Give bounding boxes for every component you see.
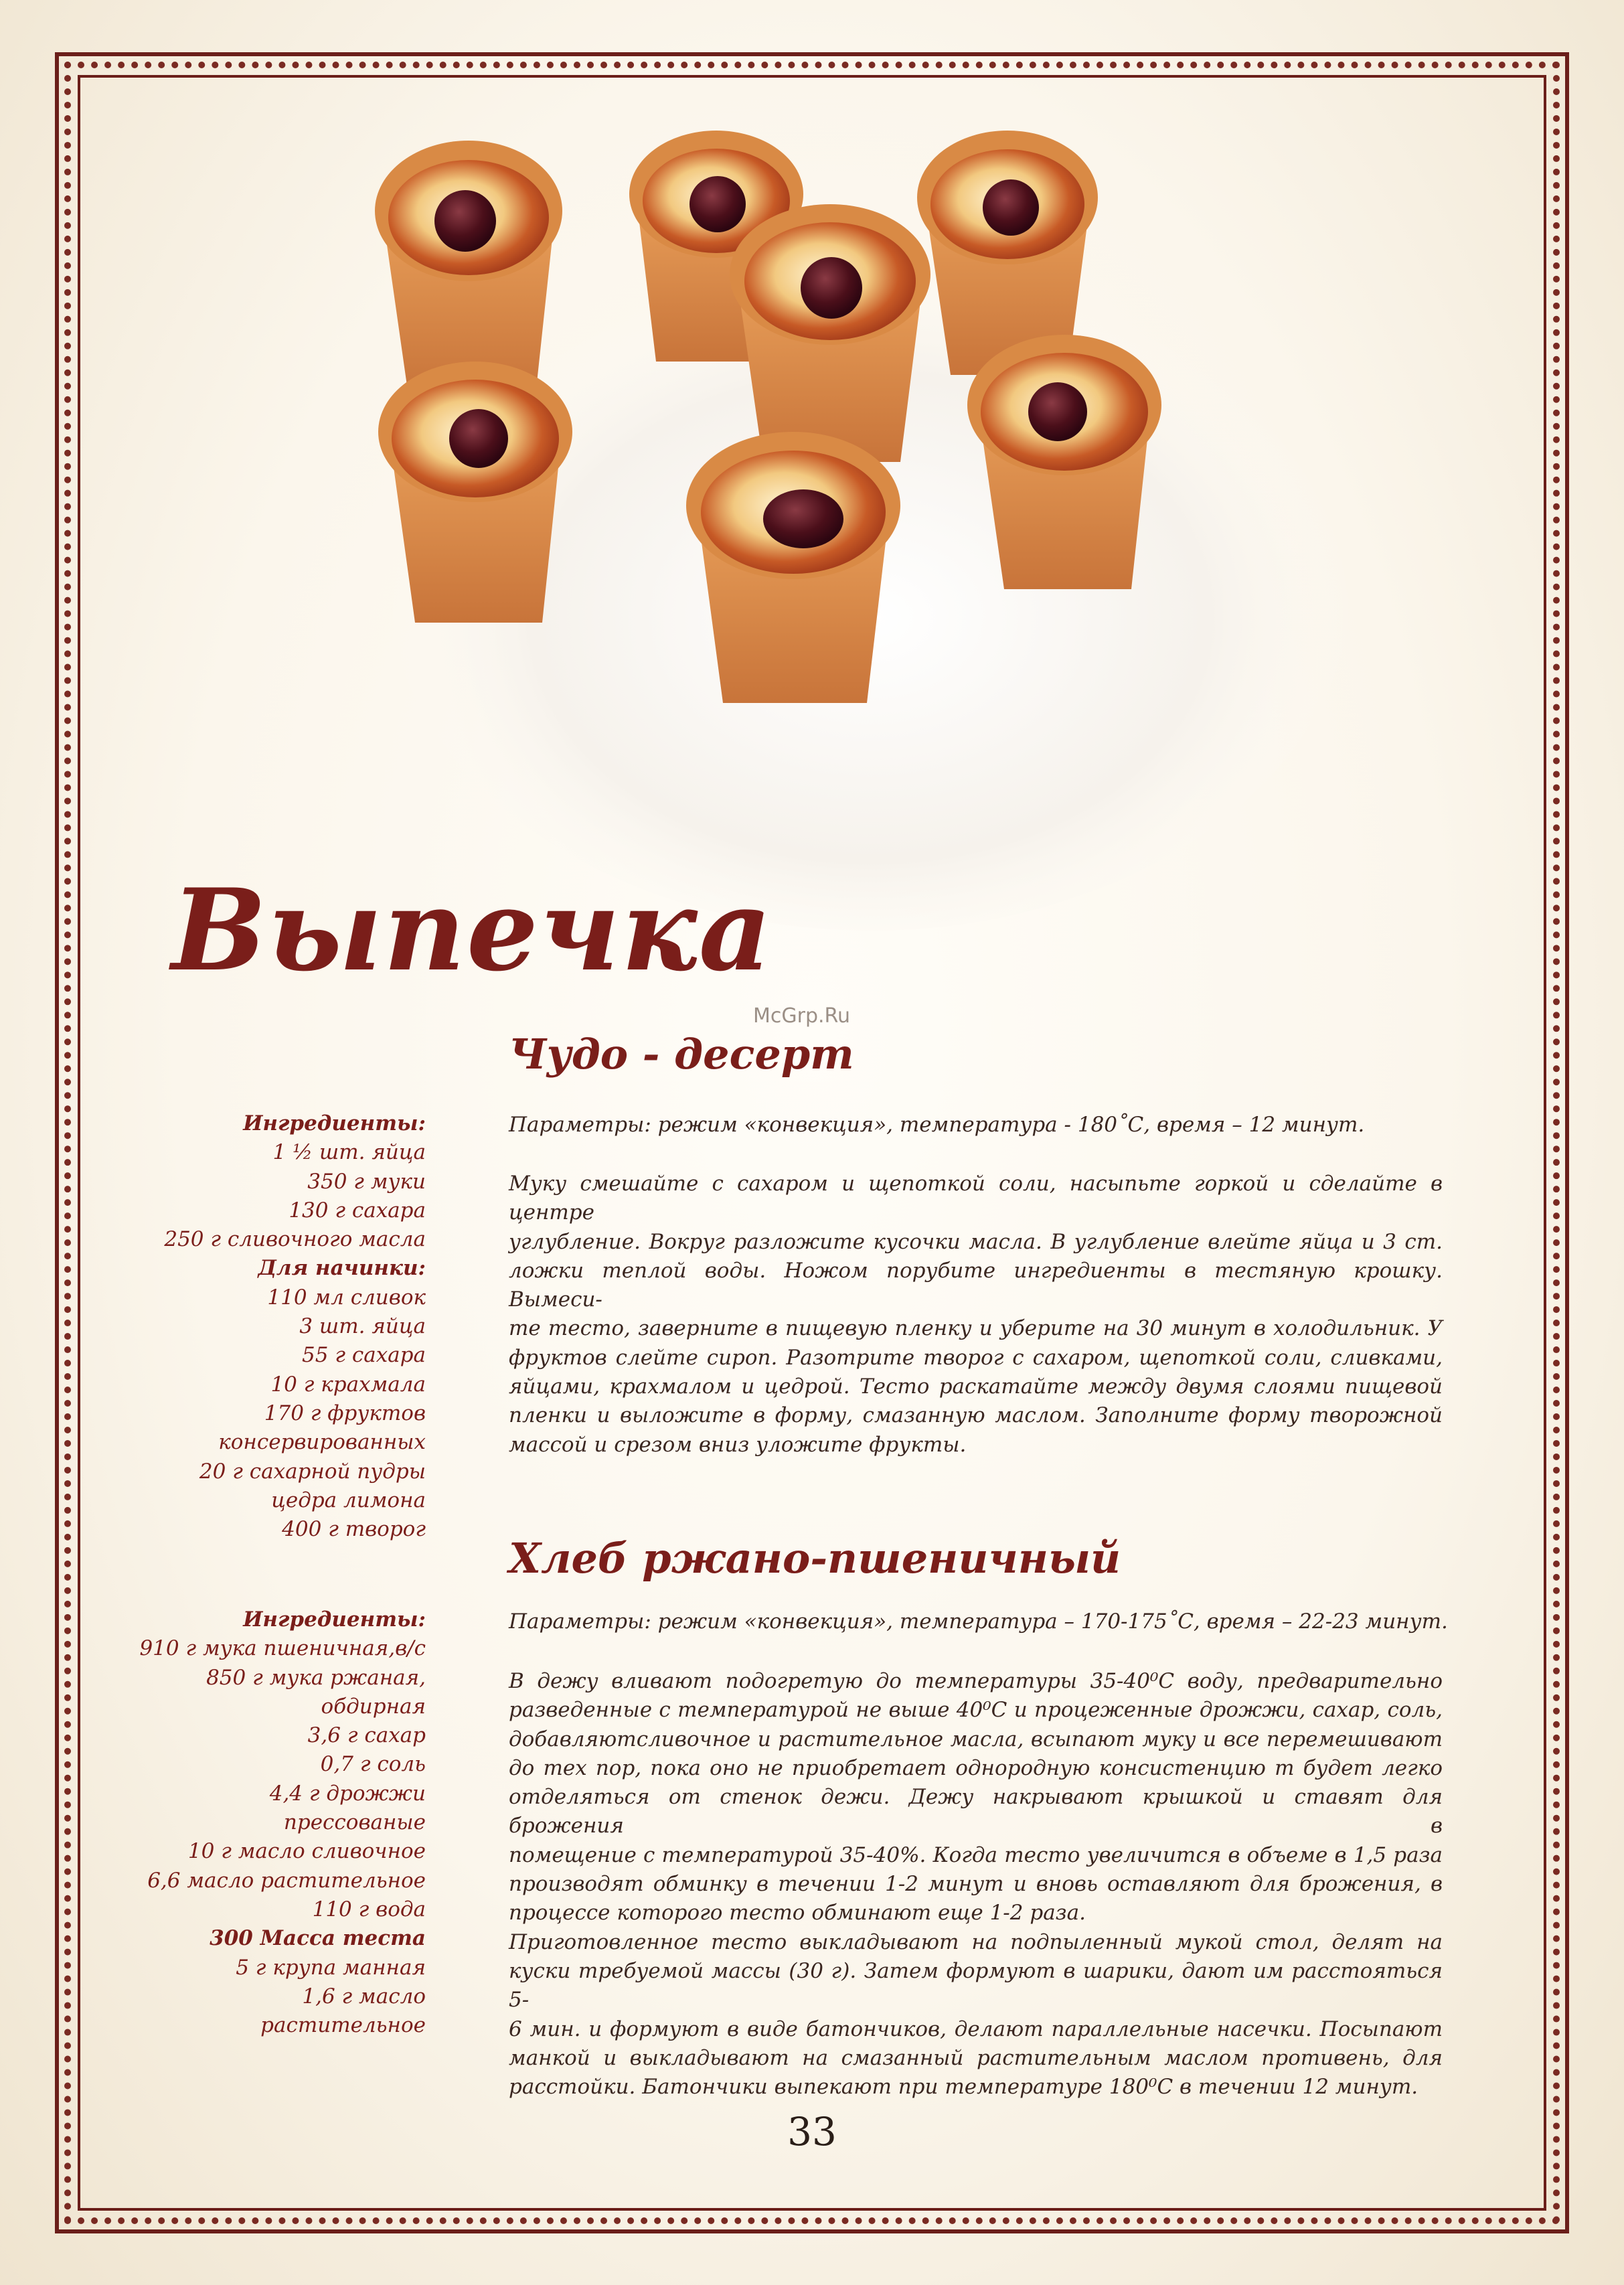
ingredient-item: 130 г сахара [289,1198,426,1223]
ingredients-heading: Ингредиенты: [243,1607,426,1632]
ingredient-item: 250 г сливочного масла [164,1227,426,1252]
body-line: отделяться от стенок дежи. Дежу накрывают крышкой и ставят для брожения в [509,1785,1443,1838]
ingredient-item: 400 г творог [282,1517,426,1542]
body-line: углубление. Вокруг разложите кусочки масла. В углубление влейте яйца и 3 ст. [509,1229,1443,1254]
tartlet [375,141,562,395]
body-line: до тех пор, пока оно не приобретает однородную консистенцию т будет легко [509,1755,1443,1780]
recipe-params-dessert: Параметры: режим «конвекция», температура - 180˚С, время – 12 минут. [509,1113,1365,1137]
tartlet [686,432,900,703]
page-number: 33 [787,2109,837,2154]
body-line: добавляютсливочное и растительное масла, всыпают муку и все перемешивают [509,1727,1443,1751]
tartlets-photo [335,100,1379,957]
body-line: 6 мин. и формуют в виде батончиков, делают параллельные насечки. Посыпают [509,2017,1443,2041]
ingredient-item: 110 г вода [312,1897,426,1921]
ingredient-item: обдирная [321,1694,426,1719]
body-line: яйцами, крахмалом и цедрой. Тесто раскатайте между двумя слоями пищевой [509,1374,1443,1399]
ingredient-item: 6,6 масло растительное [147,1868,426,1893]
ingredient-item: 1 ½ шт. яйца [272,1140,426,1165]
watermark: McGrp.Ru [753,1004,851,1028]
body-line: помещение с температурой 35-40%. Когда тесто увеличится в объеме в 1,5 раза [509,1842,1443,1867]
ingredients-heading: Для начинки: [258,1256,426,1281]
ingredient-item: 0,7 г соль [320,1752,426,1777]
ingredient-item: 10 г крахмала [270,1372,426,1397]
ingredient-item: 170 г фруктов [264,1401,426,1425]
body-line: куски требуемой массы (30 г). Затем формуют в шарики, дают им расстояться 5- [509,1958,1443,2013]
body-line: манкой и выкладывают на смазанный растительным маслом противень, для [509,2045,1443,2070]
body-line: те тесто, заверните в пищевую пленку и уберите на 30 минут в холодильник. У [509,1316,1443,1341]
ingredient-item: 3,6 г сахар [307,1723,426,1748]
ingredient-item: 5 г крупа манная [236,1955,426,1980]
body-line: разведенные с температурой не выше 40⁰С и процеженные дрожжи, сахар, соль, [509,1698,1443,1723]
recipe-title-bread: Хлеб ржано-пшеничный [509,1534,1121,1583]
ingredient-item: 4,4 г дрожжи [269,1781,426,1806]
ingredient-item: растительное [260,2013,426,2038]
ingredient-item: 3 шт. яйца [299,1314,426,1339]
body-line: Приготовленное тесто выкладывают на подпыленный мукой стол, делят на [509,1929,1443,1954]
body-line: расстойки. Батончики выпекают при температуре 180⁰С в течении 12 минут. [509,2075,1418,2100]
body-line: производят обминку в течении 1-2 минут и вновь оставляют для брожения, в [509,1872,1443,1897]
ingredient-item: 350 г муки [307,1169,426,1194]
body-line: процессе которого тесто обминают еще 1-2 раза. [509,1901,1086,1925]
ingredients-heading: 300 Масса теста [210,1926,426,1951]
ingredient-item: 910 г мука пшеничная,в/с [139,1636,426,1661]
body-line: массой и срезом вниз уложите фрукты. [509,1432,967,1457]
body-line: пленки и выложите в форму, смазанную маслом. Заполните форму творожной [509,1403,1443,1428]
section-title: Выпечка [171,864,773,996]
ingredient-item: 55 г сахара [302,1343,426,1368]
body-line: фруктов слейте сироп. Разотрите творог с сахаром, щепоткой соли, сливками, [509,1345,1443,1370]
ingredient-item: 850 г мука ржаная, [206,1665,426,1690]
ingredient-item: 10 г масло сливочное [187,1839,426,1864]
tartlet [730,204,930,462]
body-line: ложки теплой воды. Ножом порубите ингредиенты в тестяную крошку. Вымеси- [509,1258,1443,1312]
ingredient-item: 1,6 г масло [302,1984,426,2008]
ingredients-list-bread [51,1605,426,2040]
recipe-body-bread [509,1667,1443,2102]
recipe-body-dessert [509,1170,1443,1460]
ingredients-list-dessert [51,1109,426,1544]
ingredient-item: 20 г сахарной пудры [199,1459,426,1484]
ingredient-item: консервированных [218,1430,426,1455]
body-line: В дежу вливают подогретую до температуры 35-40⁰С воду, предварительно [509,1669,1443,1693]
recipe-title-dessert: Чудо - десерт [509,1030,854,1079]
recipe-params-bread: Параметры: режим «конвекция», температура – 170-175˚С, время – 22-23 минут. [509,1609,1448,1634]
ingredients-heading: Ингредиенты: [243,1111,426,1135]
ingredient-item: 110 мл сливок [267,1285,426,1310]
ingredient-item: прессованые [283,1810,426,1835]
body-line: Муку смешайте с сахаром и щепоткой соли, насыпьте горкой и сделайте в центре [509,1172,1443,1225]
ingredient-item: цедра лимона [271,1488,426,1512]
